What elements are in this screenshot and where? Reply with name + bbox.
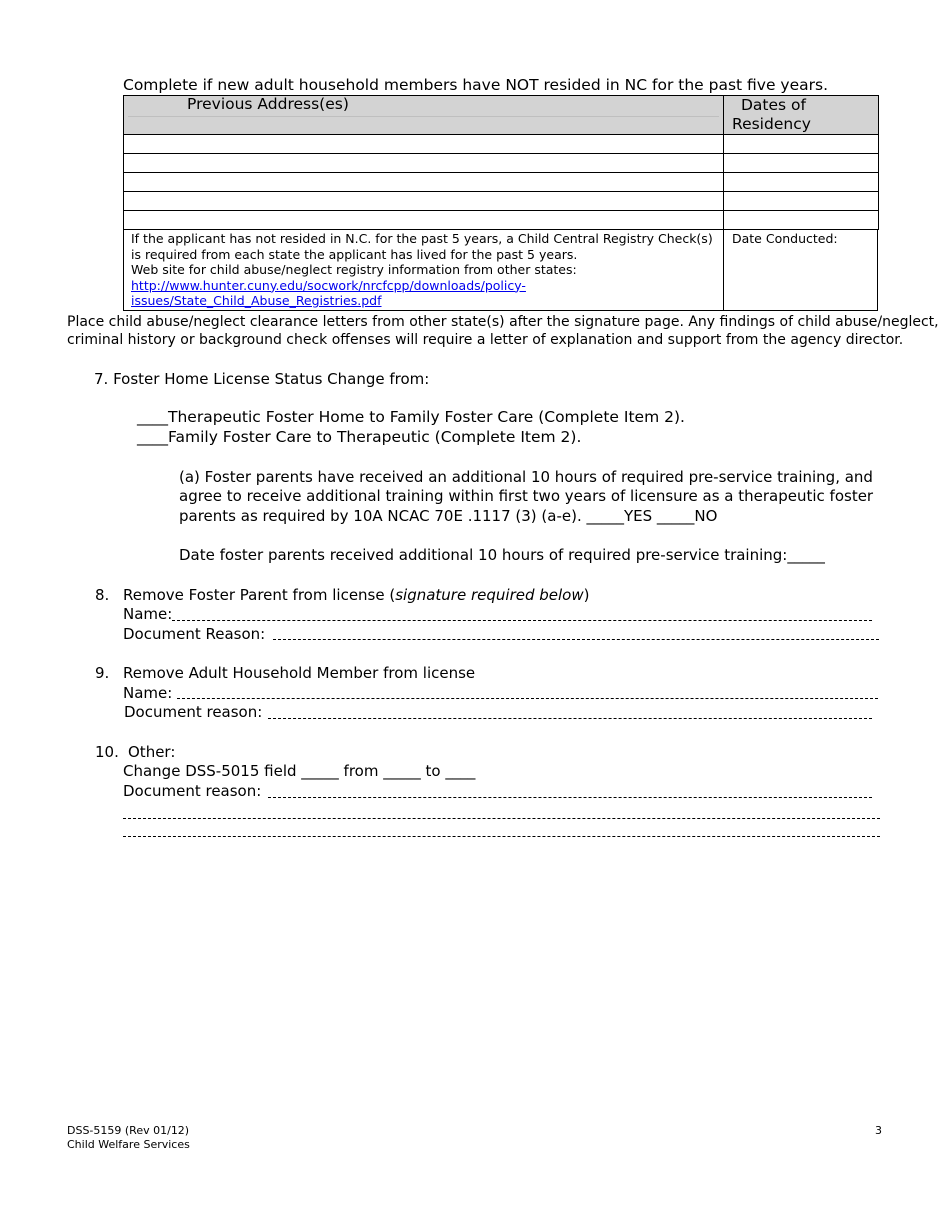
footer-form-id: DSS-5159 (Rev 01/12) <box>67 1124 190 1137</box>
col-header-dates: Dates of Residency <box>724 96 879 135</box>
item9-number: 9. <box>95 664 110 682</box>
item8-name-label: Name: <box>123 605 173 623</box>
item9-title: Remove Adult Household Member from license <box>123 664 476 682</box>
item9-reason-label: Document reason: <box>124 703 263 721</box>
address-cell[interactable] <box>124 211 724 230</box>
item8-title: Remove Foster Parent from license (signature required below) <box>123 586 590 604</box>
prior-residence-heading: Complete if new adult household members have NOT resided in NC for the past five years. <box>123 76 829 94</box>
address-cell[interactable] <box>124 154 724 173</box>
col-header-address: Previous Address(es) <box>124 96 724 135</box>
item7-option-family-to-therapeutic[interactable]: ____Family Foster Care to Therapeutic (Complete Item 2). <box>137 428 582 446</box>
item8-name-field[interactable] <box>172 620 872 621</box>
item7-title: 7. Foster Home License Status Change from: <box>94 370 430 388</box>
item10-number: 10. <box>95 743 119 761</box>
item9-name-field[interactable] <box>177 698 878 699</box>
item8-reason-field[interactable] <box>273 639 879 640</box>
dates-cell[interactable] <box>724 135 879 154</box>
item7-para-line1: (a) Foster parents have received an additional 10 hours of required pre-service training, and <box>179 468 873 486</box>
item10-title: Other: <box>128 743 176 761</box>
registry-link[interactable]: http://www.hunter.cuny.edu/socwork/nrcfcpp/downloads/policy- <box>131 277 526 293</box>
item8-reason-label: Document Reason: <box>123 625 266 643</box>
item9-reason-field[interactable] <box>268 718 872 719</box>
item7-training-date[interactable]: Date foster parents received additional 10 hours of required pre-service training:_____ <box>179 546 825 564</box>
footer-department: Child Welfare Services <box>67 1138 190 1151</box>
address-cell[interactable] <box>124 135 724 154</box>
item9-name-label: Name: <box>123 684 173 702</box>
address-cell[interactable] <box>124 192 724 211</box>
dates-cell[interactable] <box>724 154 879 173</box>
item10-reason-continuation-1[interactable] <box>123 818 880 819</box>
dates-cell[interactable] <box>724 173 879 192</box>
date-conducted-label: Date Conducted: <box>732 231 838 246</box>
item10-change-field[interactable]: Change DSS-5015 field _____ from _____ to ____ <box>123 762 476 780</box>
item7-para-line2: agree to receive additional training within first two years of licensure as a therapeutic foster <box>179 487 874 505</box>
item10-reason-field[interactable] <box>268 797 872 798</box>
item8-number: 8. <box>95 586 110 604</box>
clearance-note-line1: Place child abuse/neglect clearance letters from other state(s) after the signature page. Any findings of child abuse/neglect, <box>67 314 939 330</box>
clearance-note-line2: criminal history or background check offenses will require a letter of explanation and support from the agency director. <box>67 332 904 348</box>
footer-page-number: 3 <box>875 1124 882 1137</box>
item7-option-therapeutic-to-family[interactable]: ____Therapeutic Foster Home to Family Foster Care (Complete Item 2). <box>137 408 685 426</box>
item10-reason-continuation-2[interactable] <box>123 836 880 837</box>
item7-para-line3[interactable]: parents as required by 10A NCAC 70E .1117 (3) (a-e). _____YES _____NO <box>179 507 718 525</box>
dates-cell[interactable] <box>724 211 879 230</box>
registry-info-text: If the applicant has not resided in N.C. for the past 5 years, a Child Central Registry Check(s) is required from each state the applicant has lived for the past 5 years. Web site for child abuse/neglect registry information from other states: http://www.hunter.cuny.edu/socwork/nrcfcpp/downloads/policy- issues/State_Child_Abuse_Registries.pdf <box>131 231 713 308</box>
previous-address-table <box>123 95 879 230</box>
address-cell[interactable] <box>124 173 724 192</box>
registry-link-continued[interactable]: issues/State_Child_Abuse_Registries.pdf <box>131 293 382 308</box>
item10-reason-label: Document reason: <box>123 782 262 800</box>
dates-cell[interactable] <box>724 192 879 211</box>
